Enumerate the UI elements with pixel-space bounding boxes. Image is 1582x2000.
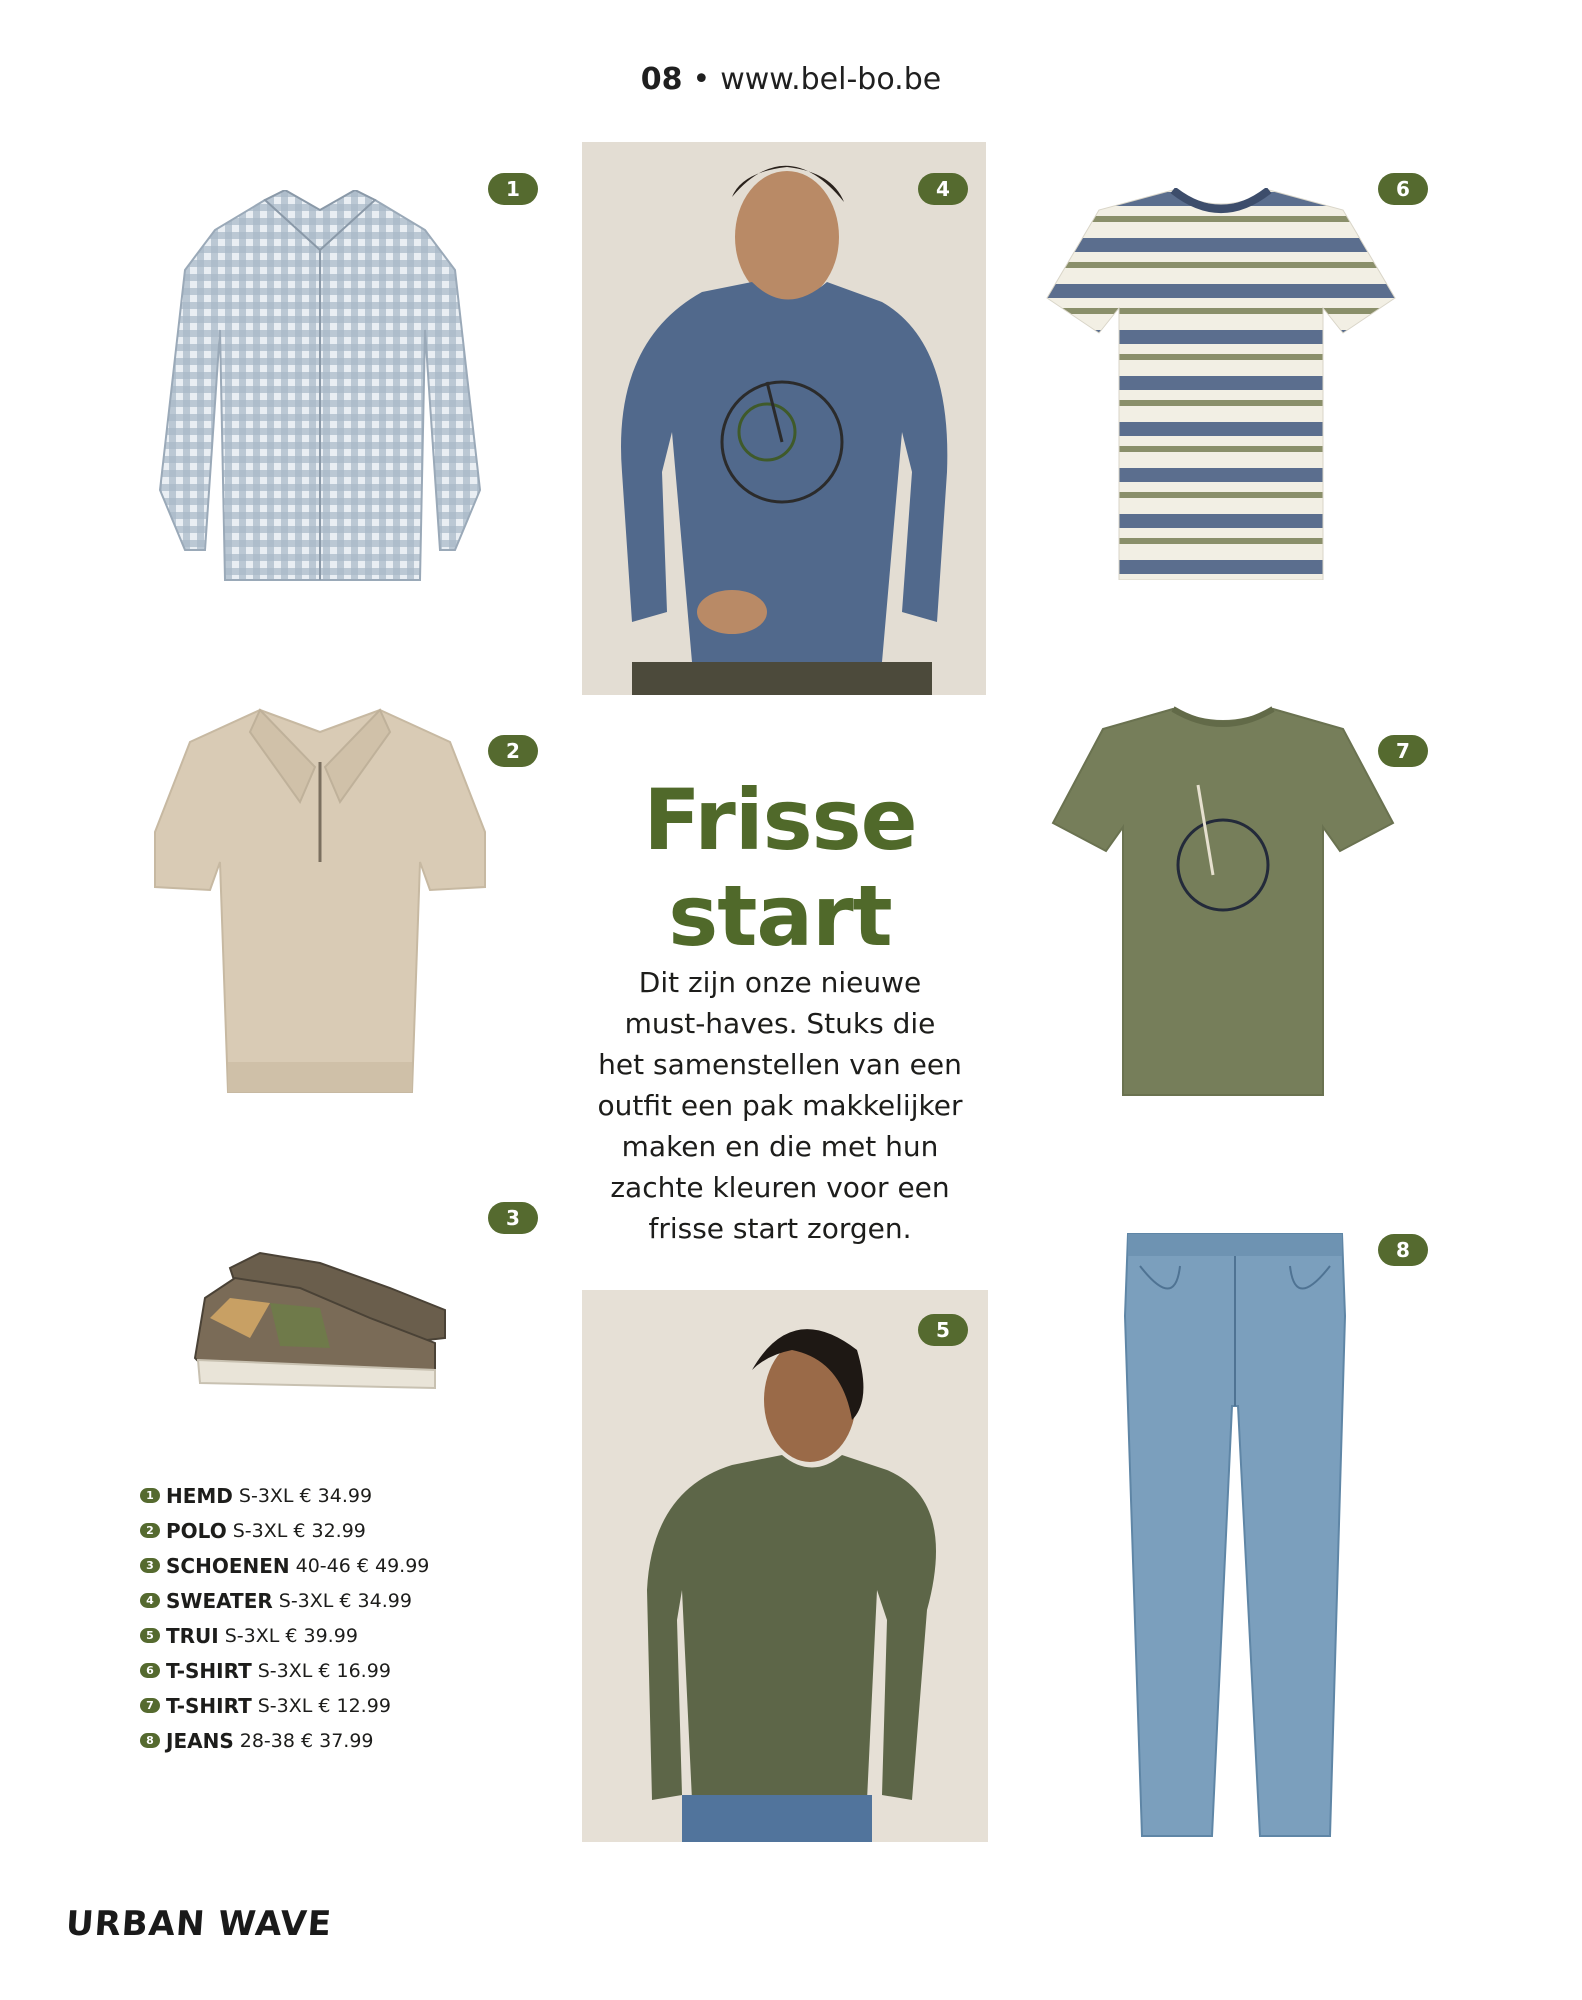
- price-item-name: SWEATER: [166, 1588, 273, 1613]
- price-item: [140, 1548, 560, 1583]
- price-item-details: 40-46 € 49.99: [295, 1554, 430, 1577]
- price-item-name: SCHOENEN: [166, 1553, 290, 1578]
- product-image-striped-tshirt[interactable]: [1043, 188, 1399, 580]
- product-image-sneakers[interactable]: [190, 1248, 450, 1393]
- badge-8: 8: [1378, 1234, 1428, 1266]
- price-item: [140, 1583, 560, 1618]
- price-item-name: TRUI: [166, 1623, 219, 1648]
- intro-line: frisse start zorgen.: [648, 1212, 912, 1245]
- website-link[interactable]: www.bel-bo.be: [720, 62, 942, 97]
- intro-text: [560, 962, 1000, 1249]
- price-item-details: S-3XL € 34.99: [238, 1484, 373, 1507]
- price-item-name: T-SHIRT: [166, 1693, 252, 1718]
- badge-7: 7: [1378, 735, 1428, 767]
- price-item-name: POLO: [166, 1518, 227, 1543]
- badge-5: 5: [918, 1314, 968, 1346]
- price-item-details: S-3XL € 32.99: [232, 1519, 366, 1542]
- price-item: [140, 1618, 560, 1653]
- price-item: [140, 1653, 560, 1688]
- price-item-details: S-3XL € 39.99: [224, 1624, 358, 1647]
- brand-logo: URBAN WAVE: [64, 1904, 334, 1944]
- badge-4: 4: [918, 173, 968, 205]
- price-item-number: 3: [140, 1558, 160, 1573]
- intro-line: het samenstellen van een: [598, 1048, 962, 1081]
- product-photo-sweater[interactable]: [582, 142, 986, 695]
- headline: [560, 772, 1000, 964]
- price-item-details: 28-38 € 37.99: [239, 1729, 374, 1752]
- badge-1: 1: [488, 173, 538, 205]
- badge-2: 2: [488, 735, 538, 767]
- price-item-number: 8: [140, 1733, 160, 1748]
- price-item-number: 5: [140, 1628, 160, 1643]
- badge-3: 3: [488, 1202, 538, 1234]
- price-item-number: 2: [140, 1523, 160, 1538]
- price-item-details: S-3XL € 34.99: [278, 1589, 412, 1612]
- price-item: [140, 1478, 560, 1513]
- intro-line: maken en die met hun: [621, 1130, 939, 1163]
- page-number: 08: [640, 62, 683, 97]
- product-image-polo[interactable]: [150, 702, 490, 1102]
- intro-line: must-haves. Stuks die: [624, 1007, 936, 1040]
- intro-line: Dit zijn onze nieuwe: [638, 966, 922, 999]
- page-header: [0, 62, 1582, 97]
- product-image-shirt[interactable]: [155, 190, 485, 590]
- price-item-name: JEANS: [166, 1728, 234, 1753]
- price-item-name: HEMD: [166, 1483, 233, 1508]
- price-item-details: S-3XL € 12.99: [257, 1694, 391, 1717]
- price-item-name: T-SHIRT: [166, 1658, 252, 1683]
- model-sweater-illustration: [582, 142, 986, 695]
- price-item-number: 1: [140, 1488, 160, 1503]
- price-item: [140, 1513, 560, 1548]
- intro-line: outfit een pak makkelijker: [597, 1089, 963, 1122]
- product-image-jeans[interactable]: [1120, 1226, 1350, 1841]
- header-separator: •: [692, 62, 711, 97]
- product-photo-knit-sweater[interactable]: [582, 1290, 988, 1842]
- intro-line: zachte kleuren voor een: [610, 1171, 950, 1204]
- price-item-number: 4: [140, 1593, 160, 1608]
- price-item: [140, 1723, 560, 1758]
- product-image-olive-tshirt[interactable]: [1048, 705, 1398, 1100]
- price-item-number: 6: [140, 1663, 160, 1678]
- price-list: [140, 1478, 560, 1758]
- price-item: [140, 1688, 560, 1723]
- price-item-details: S-3XL € 16.99: [257, 1659, 391, 1682]
- headline-line-1: Frisse: [643, 771, 917, 869]
- badge-6: 6: [1378, 173, 1428, 205]
- price-item-number: 7: [140, 1698, 160, 1713]
- model-knit-sweater-illustration: [582, 1290, 988, 1842]
- headline-line-2: start: [668, 867, 892, 965]
